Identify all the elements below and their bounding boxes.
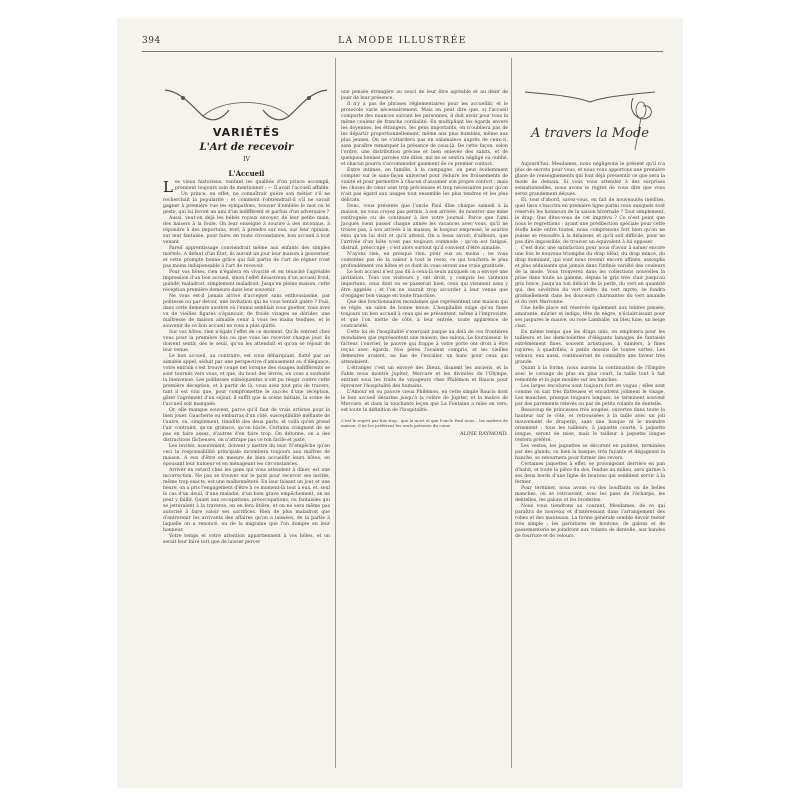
floral-ornament [515,88,665,158]
paragraph: Et, tout d'abord, savez-vous, en fait de nouveautés inédites, quel tissu s'inscrira en première ligne parmi ceux auxquels sont réservés les honneurs de la saison hivernale ? Tout simplement, le drap. Que dites-vous de cet imprévu ? Ce n'est point que nous le regrettions : ayant une prédilection spéciale pour cette étoffe belle entre toutes, nous comprenons fort bien qu'on ne puisse se résoudre à la délaisser, et qu'il soit difficile, pour ne pas dire impossible, de trouver un équivalent à lui opposer. [515,198,665,245]
paragraph: Les invités, assurément, doivent y mettre du leur. N'empêche qu'en ceci la responsabilité principale incombera toujours aux maîtres de maison. A eux d'être en mesure de bien accueillir leurs hôtes, en épousant leur humeur et en ménageant les circonstances. [163,444,330,467]
paragraph: Les vestes, les jaquettes se décorent en pointes, terminées par des glands, ou bien la basque, très fuyante et dégageant la hanche, se retournera pour former des revers. [515,444,665,461]
paragraph: Cette loi de l'hospitalité s'exerçant jusque au delà de ces frontières mondaines que représentent une maison, des salons. Le fournisseur, le facteur, l'ouvrier, le pauvre qui frappe à votre porte ont droit à être reçus avec égards. Nos pères l'avaient compris, et les vieilles demeures avaient, au bas de l'escalier, un banc pour ceux qui attendaient. [341,330,508,365]
middle-article-body [341,90,508,782]
paragraph: Beaucoup de princesses très souples, ouvertes dans toute la hauteur sur le côté, et retroussées à la taille avec un joli mouvement de draperie, sans une basque ni le moindre ornement ; tous les tailleurs, à jaquette courte, à jaquette longue, seront de mise, mais le tailleur à jaquette longue restera préféré. [515,408,665,443]
paragraph: Pareil apprentissage conviendrait même aux enfants des simples mortels. A défaut d'un État, ils auront un jour leur maison à gouverner, et cette prompte bonne grâce qui fait partie de l'art de régner n'est pas moins indispensable à l'art de recevoir. [163,246,330,269]
article-part: IV [243,156,250,163]
magazine-page [117,18,683,788]
paragraph: N'ayons rien, en presque rien, pour eux au moins ; ne vous contentez pas de la valeur à tout le reste, ce qui touchera le plus profondément vos hôtes et ce dont ils vous seront une vraie gratitude. [341,252,508,269]
page-number: 394 [142,36,161,46]
paragraph: une pensée étrangère au souci de leur être agréable et au désir de jouir de leur présence. [341,90,508,101]
column-divider [335,58,336,768]
author-signature: ALINE RAYMOND. [459,431,508,437]
middle-column [341,52,508,782]
right-column [515,52,665,782]
paragraph: Pour terminer, nous avons vu des bouffants ou de belles manches, où se retrouvent, avec les pans de l'écharpe, les dentelles, les galons et les broderies. [515,486,665,503]
paragraph: Or, elle manque souvent, parce qu'il faut de vrais artistes pour la bien jouer. Gaucherie ou embarras d'un côté, susceptibilité méfiante de l'autre, ou, simplement, timidité des deux parts, et voilà qu'en prend l'air contraint, qu'on grimace, qu'on bâcle. Certains craignent de ne pas en faire assez, d'autres d'en faire trop. On détonne, on a des distractions fâcheuses, on n'attrape pas ce ton facile et juste. [163,408,330,443]
paragraph: Arriver en retard chez les gens qui vous attendent à dîner, est une incorrection. Ne pas se trouver sur le pont pour recevoir ses invités, même trop exacts, est une malhonnêteté. En leur faisant un jour et une heure, on a pris l'engagement d'être à ce moment-là tout à eux, et, seul le cas d'un deuil, d'une maladie, d'un bien grave empêchement, on ne peut y faillir. Quant aux occupations, préoccupations, ou fantaisies qui se jetteraient à la traverse, on en fera litière, et on ne sera même pas autorisé à faire valoir ses sacrifices. Rien de plus maladroit que d'entretenir les arrivants des affaires qu'on a laissées, de la partie à laquelle on a renoncé, ou de la migraine que l'on dompte en leur honneur. [163,468,330,533]
paragraph: C'est donc une satisfaction pour nous d'avoir à saluer encore une fois le nouveau triomphe du drap idéal, du drap mince, du drap dominant, qui vont nous revenir encore affinés, assouplis et plus séduisants que jamais dans l'infinie variété des couleurs de la mode. Vous trouverez dans les collections nouvelles la prise dans toute sa gamme, depuis le gris très clair jusqu'au gris fonce, jusqu'au ton délicat de la perle, du vert en quantité qui, des sévérités du vert cèdre, du vert myrte, se fondra graduellement dans les douceurs charmantes du vert amande et du vert Marronne. [515,246,665,305]
paragraph: Le bon accueil, au contraire, est vous débarquant, flatté par un aimable appel, séduit par une perspective d'amusement ou d'élégance, votre entrain s'est trouvé coupé net lorsque des visages indifférents se sont tournés vers vous, et que, du bout des lèvres, on vous a souhaité la bienvenue. Les politesses subséquentes n'ont pu réagir contre cette première déception, et à partir de là, vous avez tout pris de travers, tant il est vrai que, pour compromettre le succès d'une réception, gâter l'agrément d'un séjour, il suffit que la scène initiale, la scène de l'accueil soit manquée. [163,354,330,407]
paragraph: Donc, vous présente que l'oncle Paul dîne chaque samedi à la maison, ne vous croyez pas permis, à son arrivée, de montrer une mine renfrognée ou de continuer à lire votre journal. Parce que l'ami Jacques vient passer chaque année les vacances avec vous, qu'il ne trouve pas, à son arrivée à la maison, le bonjour empressé, le sourire ému qu'on lui doit et qu'il attend. On a beau savoir, d'ailleurs, que l'arrivée d'un hôte n'est pas toujours commode ; qu'on est fatigué, distrait, préoccupé ; c'est alors surtout qu'il convient d'être aimable. [341,204,508,251]
dropcap: L [163,178,173,196]
magazine-title: LA MODE ILLUSTRÉE [338,36,467,46]
column-divider [511,58,512,768]
paragraph: Votre temps et votre attention appartiennent à vos hôtes, et on serait leur faire tort que de laisser percer [163,534,330,545]
paragraph: Il n'y a pas de phrases réglementaires pour les accueillir, et le protocole varie nécessairement. Mais on peut dire que, si l'accueil comporte des nuances suivant les personnes, il doit avoir pour tous la même couleur de franche cordialité. En multipliant les égards envers les doyennes, les étrangers, les gens importants, on n'oubliera pas de les départir proportionnellement, même aux plus humbles, même aux plus jeunes. On ne s'attardera pas en salamalecs auprès de ceux-ci, sans paraître remarquer la présence de ceux-là. De cette façon, selon l'ordre, une distribution précise et bien enlevée des saluts, et de quelques bonnes paroles vite dites, nul ne se sentira négligé ou oublié, et chacun pourra s'accommoder gaiement de ce premier contact. [341,102,508,167]
column-title: A travers la Mode [531,126,649,141]
paragraph: Nous vous tiendrons au courant, Mesdames, de ce qui paraîtra de nouveau et d'intéressant dans l'arrangement des robes et des manteaux. La forme générale semble devoir rester très simple ; les garnitures de boutons, de galons et de passementerie se joindront aux volants de dentelle, aux bandes de fourrure et de velours. [515,504,665,539]
paragraph: Un prince, en effet, ne connaîtrait guère son métier s'il ne recherchait la popularité ; et comment l'obtiendrait-il s'il ne savait gagner à première vue les sympathies, trouver d'emblée le mot ou le geste, qui lui feront un ami d'un indifférent et parfois d'un adversaire ? [163,192,330,215]
paragraph: Aujourd'hui, Mesdames, nous négligeons le présent qu'il n'a plus de secrets pour vous, et nous vous apportons une première glane de renseignements qui font déjà pressentir ce que sera la mode de demain. Si vous vous attendez à des surprises sensationnelles, nous avons le regret de vous dire que vous serez grandement déçues. [515,162,665,197]
paragraph: Que des fonctionnaires mondaines que représentent une maison qui se règle, un salon de bonne tenue. L'hospitalité exige qu'on fasse toujours un bon accueil à ceux qui se présentent, même à l'improviste, et que l'on mette de côté, à leur entrée, toute apparence de contrariété. [341,300,508,329]
paragraph: L'Amour en ou pauvre vieux Philémon, en cette simple Baucis dont le bon accueil désarme jusqu'à la colère de Jupiter, et la malice de Mercure, et dans la touchante leçon que La Fontaine a mise en vers, est toute la définition de l'hospitalité. [341,390,508,413]
paragraph: Entre intimes, en famille, à la campagne, on peut évidemment compter sur le sans-façon universel pour réduire les froissements de vanité et pour permettre à chacun d'assumer son propre confort ; mais les choses de cœur sont trop précieuses et trop nécessaires pour qu'on n'ait pas égard aux usages tout ensemble les plus tendres et les plus délicats. [341,168,508,203]
section-title: VARIÉTÉS [212,126,281,139]
running-header [142,36,663,50]
paragraph: Ne vous est-il jamais arrivé d'accepter sans enthousiasme, par politesse ou par devoir, une invitation qui ne vous tentait guère ? Puis, dans cette demeure austère où l'ennui semblait vous guetter, vous avez vu de vieilles figures s'épanouir, de froids visages se dérider, une maîtresse de maison aimable venir à vous les mains tendues, et le souvenir de ce bon accueil ne vous a plus quitté. [163,294,330,329]
paragraph: Sur vos hôtes, rien n'égale l'effet de ce moment. Qu'ils entrent chez vous pour la première fois ou que vous les receviez chaque jour, ils doivent sentir, dès le seuil, qu'on les attendait et qu'on se réjouit de leur venue. [163,330,330,353]
paragraph: Une belle place est réservée également aux teintes pensée, amarante, mûrier et indigo, tête de nègre, n'éclaircissant pour ses jaspures le mauve, ou rose Lamballe, un bleu lune, un beige clair. [515,306,665,329]
paragraph: Certaines jaquettes à effet, se prolongeant derrière en pan d'habit, et toute la pièce du dos, fendue au milieu, sera garnie à ses deux bords d'une ligne de boutons qui semblent servir à la fermer. [515,462,665,485]
paragraph: es vieux historiens, vantant les qualités d'un prince accompli, prennent toujours soin de mentionner : — Il avait l'accueil affable. [174,180,330,191]
paragraph: Le bon accueil n'est pas dû à ceux-là seuls auxquels on a envoyé une invitation. Tous vos visiteurs y ont droit, y compris les visiteurs importuns, ceux dont on se passerait bien, ceux qui viennent sans y être appelés ; et l'on ne saurait trop accorder à leur venue que d'engager bon visage en toute franchise. [341,270,508,299]
paragraph: Les larges encolures sont toujours fort en vogue ; elles sont comme on sait très flatteuses et encadrent joliment le visage. Les manches, presque toujours longues, se terminent souvent par des parements relevés ou par de petits volants de dentelle. [515,384,665,407]
right-article-body [515,162,665,782]
paragraph: Quant à la forme, nous aurons la continuation de l'Empire avec le corsage de plus en plus court, la taille tout à fait remontée et la jupe moulée sur les hanches. [515,366,665,383]
art-nouveau-ornament [163,88,329,124]
paragraph: L'étranger c'est un envoyé des Dieux, disaient les anciens, et la Fable nous montre Jupiter, Mercure et les divinités de l'Olympe, entrant sous les traits de voyageurs chez Philémon et Baucis pour éprouver l'hospitalité des humains. [341,366,508,389]
left-column [163,52,330,782]
paragraph: Aussi, veut-on déjà les bébés royaux envoyer, de leur petite main, des baisers à la foule. On leur enseigne à sourire à des inconnus, à répondre à des importuns, bref, à prendre sur eux, sur leur opinion, sur leur fantaisie, pour faire, en toute circonstance, bon accueil à tout venant. [163,216,330,245]
article-title: L'Art de recevoir [199,142,294,153]
paragraph: En même temps que les draps unis, on emploiera pour les tailleurs et les demi-toilettes d'élégants lainages de fantaisie extrêmement fines, souvent artistiques, à damiers, à fines rayures, à quadrillés, à petits dessins de toutes sortes. Les velours, eux aussi, continueront de connaître une faveur très grande. [515,330,665,365]
footnote: C'est le regret par fois trop ; que la mort et que l'oncle Paul nous... les maîtres de maison, il ne les préfèrent les seuls présents du cœur. [341,418,508,428]
paragraph: Pour vos hôtes, rien n'égalera en vivacité et en ténacité l'agréable impression d'un bon accueil, sinon l'effet désastreux d'un accueil froid, guindé, maladroit, simplement maladroit. Jusqu'en pleine maison, cette réception première demeure dans leur souvenir. [163,270,330,293]
article-subheading: L'Accueil [228,169,265,178]
left-article-body [163,180,330,782]
